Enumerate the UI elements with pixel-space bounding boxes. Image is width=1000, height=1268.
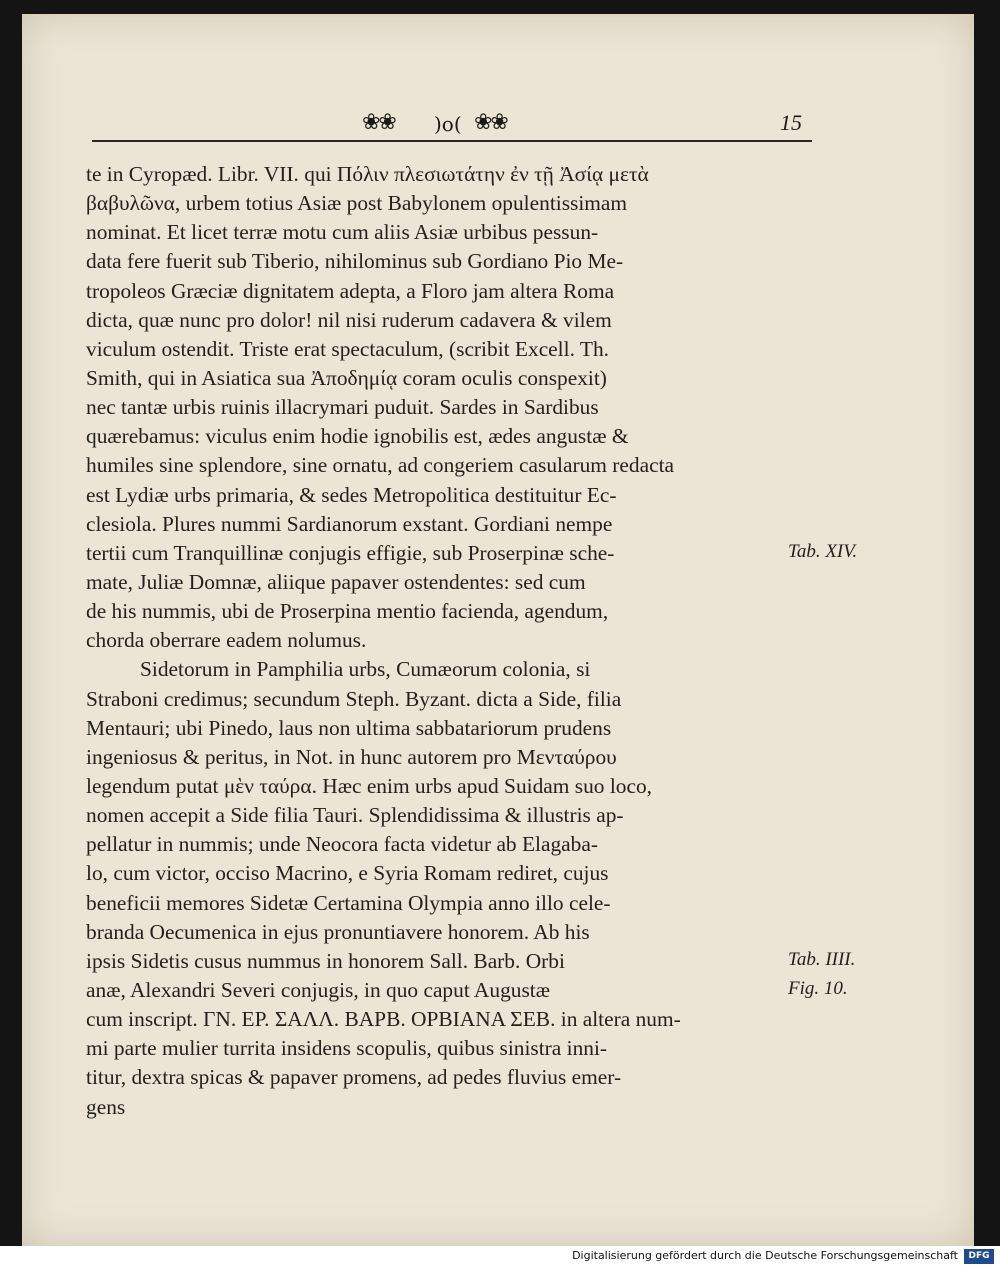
dfg-logo-icon: DFG bbox=[964, 1249, 994, 1264]
text-line: Mentauri; ubi Pinedo, laus non ultima sabbatariorum prudens bbox=[86, 715, 612, 740]
text-line: viculum ostendit. Triste erat spectaculum, (scribit Excell. Th. bbox=[86, 336, 609, 361]
text-line: Smith, qui in Asiatica sua Ἀποδημίᾳ coram oculis conspexit) bbox=[86, 365, 607, 390]
body-text bbox=[86, 160, 816, 1122]
text-line: ipsis Sidetis cusus nummus in honorem Sall. Barb. Orbi bbox=[86, 948, 565, 973]
text-line: titur, dextra spicas & papaver promens, ad pedes fluvius emer- bbox=[86, 1065, 622, 1090]
text-line: mi parte mulier turrita insidens scopulis, quibus sinistra inni- bbox=[86, 1036, 608, 1061]
text-line: quærebamus: viculus enim hodie ignobilis est, ædes angustæ & bbox=[86, 424, 629, 449]
text-line: est Lydiæ urbs primaria, & sedes Metropolitica destituitur Ec- bbox=[86, 482, 617, 507]
text-line: mate, Juliæ Domnæ, aliique papaver ostendentes: sed cum bbox=[86, 569, 586, 594]
text-line: anæ, Alexandri Severi conjugis, in quo caput Augustæ bbox=[86, 977, 551, 1002]
text-line: tropoleos Græciæ dignitatem adepta, a Floro jam altera Roma bbox=[86, 278, 615, 303]
right-ornament-icon: ❀❀ bbox=[474, 110, 507, 135]
text-line: nominat. Et licet terræ motu cum aliis Asiæ urbibus pessun- bbox=[86, 220, 599, 245]
text-line: chorda oberrare eadem nolumus. bbox=[86, 628, 367, 653]
text-line: tertii cum Tranquillinæ conjugis effigie, sub Proserpinæ sche- bbox=[86, 540, 615, 565]
text-line: humiles sine splendore, sine ornatu, ad congeriem casularum redacta bbox=[86, 453, 675, 478]
text-line: nomen accepit a Side filia Tauri. Splendidissima & illustris ap- bbox=[86, 803, 624, 828]
text-line: dicta, quæ nunc pro dolor! nil nisi ruderum cadavera & vilem bbox=[86, 307, 612, 332]
page-number: 15 bbox=[780, 110, 802, 135]
text-line: nec tantæ urbis ruinis illacrymari puduit. Sardes in Sardibus bbox=[86, 395, 599, 420]
text-line: de his nummis, ubi de Proserpina mentio facienda, agendum, bbox=[86, 599, 609, 624]
margin-note: Tab. IIII. bbox=[788, 949, 856, 971]
running-head: )o( bbox=[434, 112, 462, 136]
left-ornament-icon: ❀❀ bbox=[362, 110, 395, 135]
text-line: data fere fuerit sub Tiberio, nihilominus sub Gordiano Pio Me- bbox=[86, 249, 624, 274]
text-line: gens bbox=[86, 1094, 126, 1119]
header-rule bbox=[92, 140, 812, 142]
margin-note: Fig. 10. bbox=[788, 978, 848, 1000]
text-line: clesiola. Plures nummi Sardianorum exstant. Gordiani nempe bbox=[86, 511, 613, 536]
page-header bbox=[22, 110, 974, 150]
footer-credit: Digitalisierung gefördert durch die Deutsche Forschungsgemeinschaft bbox=[572, 1249, 958, 1262]
text-line: legendum putat μὲν ταύρα. Hæc enim urbs apud Suidam suo loco, bbox=[86, 773, 652, 798]
text-line: pellatur in nummis; unde Neocora facta videtur ab Elagaba- bbox=[86, 832, 598, 857]
text-line: Sidetorum in Pamphilia urbs, Cumæorum colonia, si bbox=[140, 657, 591, 682]
text-line: branda Oecumenica in ejus pronuntiavere honorem. Ab his bbox=[86, 919, 590, 944]
text-line: te in Cyropæd. Libr. VII. qui Πόλιν πλεσιωτάτην ἐν τῇ Ἀσίᾳ μετὰ bbox=[86, 162, 649, 186]
footer-bar bbox=[0, 1246, 1000, 1268]
text-line: cum inscript. ΓΝ. ΕΡ. ΣΑΛΛ. ΒΑΡΒ. ΟΡΒΙΑΝΑ ΣΕΒ. in altera num- bbox=[86, 1007, 681, 1032]
text-line: βαβυλῶνα, urbem totius Asiæ post Babylonem opulentissimam bbox=[86, 191, 628, 216]
text-line: lo, cum victor, occiso Macrino, e Syria Romam rediret, cujus bbox=[86, 861, 609, 886]
book-page bbox=[22, 14, 974, 1246]
text-line: Straboni credimus; secundum Steph. Byzant. dicta a Side, filia bbox=[86, 686, 622, 711]
text-line: ingeniosus & peritus, in Not. in hunc autorem pro Μενταύρου bbox=[86, 744, 617, 769]
margin-note: Tab. XIV. bbox=[788, 540, 858, 562]
text-line: beneficii memores Sidetæ Certamina Olympia anno illo cele- bbox=[86, 890, 611, 915]
